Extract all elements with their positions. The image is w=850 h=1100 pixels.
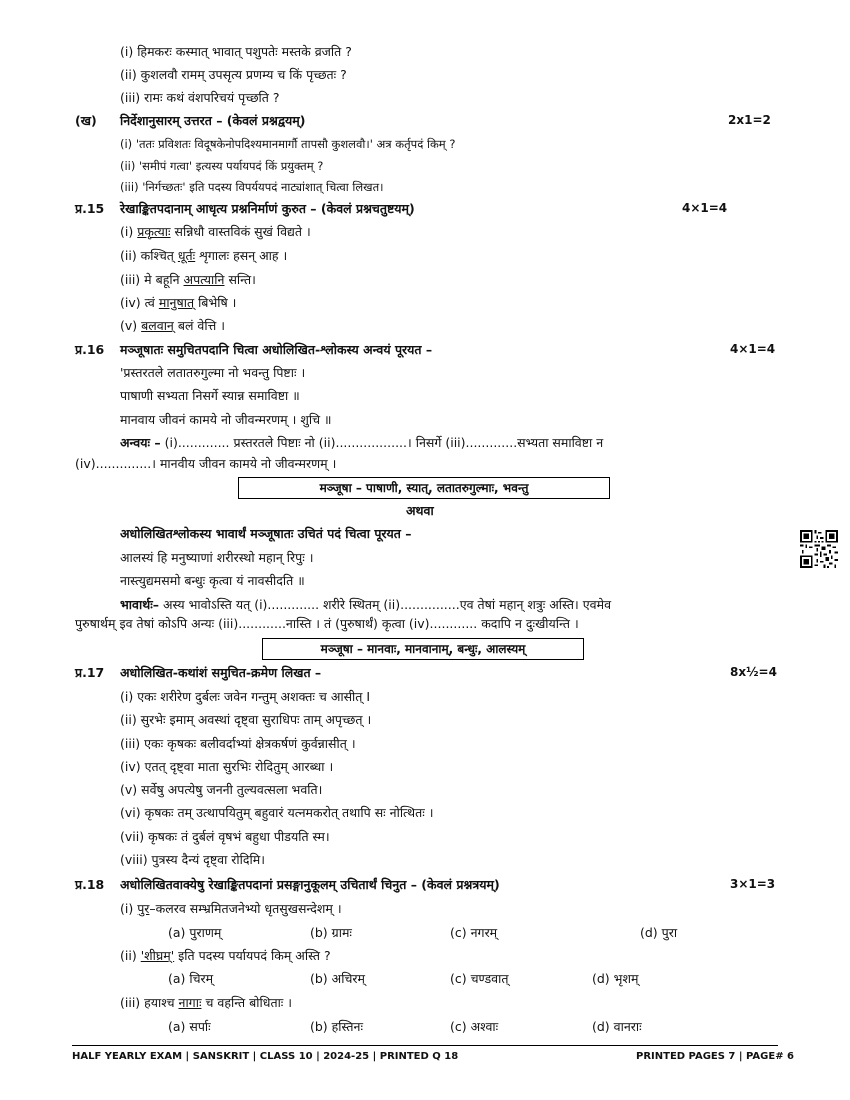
q18-item-1-option-d: (d) पुरा [640, 925, 678, 940]
q18-heading: अधोलिखितवाक्येषु रेखाङ्कितपदानां प्रसङ्गानुकूलम् उचितार्थं चिनुत – (केवलं प्रश्नत्रयम्) [120, 877, 500, 892]
q18-item-1-option-a: (a) पुराणम् [168, 925, 222, 940]
q18-item-2-option-a: (a) चिरम् [168, 971, 214, 986]
q18-item-2-option-c: (c) चण्डवात् [450, 971, 509, 986]
q18-item-3: (iii) हयाश्च नागाः च वहन्ति बोधिताः । [120, 995, 293, 1010]
section-kha-marks: 2x1=2 [728, 113, 771, 127]
section-label-kha: (ख) [75, 113, 97, 128]
q15-number: प्र.15 [75, 201, 105, 216]
q18-item-1-option-c: (c) नगरम् [450, 925, 498, 940]
manjusha-box-2: मञ्जूषा – मानवाः, मानवानाम्, बन्धुः, आलस्यम् [262, 638, 584, 660]
q17-item-7: (vii) कृषकः तं दुर्बलं वृषभं बहुधा पीडयति स्म। [120, 829, 330, 844]
q14-item-3: (iii) रामः कथं वंशपरिचयं पृच्छति ? [120, 90, 280, 105]
q17-item-5: (v) सर्वेषु अपत्येषु जननी तुल्यवत्सला भवति। [120, 782, 323, 797]
q14b-item-3: (iii) 'निर्गच्छतः' इति पदस्य विपर्ययपदं नाट्यांशात् चित्वा लिखत। [120, 180, 384, 194]
q16-alt-verse-line-1: आलस्यं हि मनुष्याणां शरीरस्थो महान् रिपुः । [120, 550, 314, 565]
q18-item-3-option-c: (c) अश्वाः [450, 1019, 499, 1034]
q16-anvaya-line-2: (iv)..............। मानवीय जीवन कामये नो जीवन्मरणम् । [75, 456, 337, 471]
q18-marks: 3×1=3 [730, 877, 776, 891]
q17-item-1: (i) एकः शरीरेण दुर्बलः जवेन गन्तुम् अशक्तः च आसीत् I [120, 689, 371, 704]
q15-item-1: (i) प्रकृत्याः सन्निधौ वास्तविकं सुखं विद्यते । [120, 224, 311, 239]
q18-item-2-option-d: (d) भृशम् [592, 971, 639, 986]
q17-heading: अधोलिखित-कथांशं समुचित-क्रमेण लिखत – [120, 665, 322, 680]
q16-heading: मञ्जूषातः समुचितपदानि चित्वा अधोलिखित-श्लोकस्य अन्वयं पूरयत – [120, 342, 433, 357]
q14b-item-1: (i) 'ततः प्रविशतः विदूषकेनोपदिश्यमानमार्गौ तापसौ कुशलवौ।' अत्र कर्तृपदं किम् ? [120, 137, 456, 151]
q18-item-3-option-b: (b) हस्तिनः [310, 1019, 363, 1034]
footer-exam-info: HALF YEARLY EXAM | SANSKRIT | CLASS 10 | 2024-25 | PRINTED Q 18 [72, 1051, 459, 1062]
q16-marks: 4×1=4 [730, 342, 776, 356]
q17-number: प्र.17 [75, 665, 105, 680]
q16-verse-line-1: 'प्रस्तरतले लतातरुगुल्मा नो भवन्तु पिष्टाः । [120, 365, 306, 380]
q18-number: प्र.18 [75, 877, 105, 892]
q15-item-5: (v) बलवान् बलं वेत्ति । [120, 318, 225, 333]
q14-item-2: (ii) कुशलवौ रामम् उपसृत्य प्रणम्य च किं पृच्छतः ? [120, 67, 347, 82]
q16-number: प्र.16 [75, 342, 105, 357]
q16-alt-verse-line-2: नास्त्युद्यमसमो बन्धुः कृत्वा यं नावसीदति ॥ [120, 573, 305, 588]
q15-item-3: (iii) मे बहूनि अपत्यानि सन्ति। [120, 272, 256, 287]
q18-item-3-option-a: (a) सर्पाः [168, 1019, 211, 1034]
q17-item-8: (viii) पुत्रस्य दैन्यं दृष्ट्वा रोदिमि। [120, 852, 265, 867]
q17-item-4: (iv) एतत् दृष्ट्वा माता सुरभिः रोदितुम् आरब्धा । [120, 759, 334, 774]
q15-item-4: (iv) त्वं मानुषात् बिभेषि । [120, 295, 237, 310]
q17-item-2: (ii) सुरभेः इमाम् अवस्थां दृष्ट्वा सुराधिपः ताम् अपृच्छत् । [120, 712, 372, 727]
q14b-item-2: (ii) 'समीपं गत्वा' इत्यस्य पर्यायपदं किं प्रयुक्तम् ? [120, 159, 324, 173]
q16-verse-line-3: मानवाय जीवनं कामये नो जीवन्मरणम् । शुचि ॥ [120, 412, 332, 427]
q17-marks: 8x½=4 [730, 665, 777, 679]
section-kha-heading: निर्देशानुसारम् उत्तरत – (केवलं प्रश्नद्वयम्) [120, 113, 306, 128]
manjusha-box-1: मञ्जूषा – पाषाणी, स्यात्, लतातरुगुल्माः, भवन्तु [238, 477, 610, 499]
q17-item-6: (vi) कृषकः तम् उत्थापयितुम् बहुवारं यत्नमकरोत् तथापि सः नोत्थितः । [120, 805, 434, 820]
q16-bhavartha-line-2: पुरुषार्थम् इव तेषां कोऽपि अन्यः (iii)............नास्ति । तं (पुरुषार्थं) कृत्वा (iv)............ कदापि न दुःखीयन्ति । [75, 616, 579, 631]
q18-item-2: (ii) 'शीघ्रम्' इति पदस्य पर्यायपदं किम् अस्ति ? [120, 948, 331, 963]
q18-item-3-option-d: (d) वानराः [592, 1019, 642, 1034]
q17-item-3: (iii) एकः कृषकः बलीवर्दाभ्यां क्षेत्रकर्षणं कुर्वन्नासीत् । [120, 736, 356, 751]
q16-alt-heading: अधोलिखितश्लोकस्य भावार्थं मञ्जूषातः उचितं पदं चित्वा पूरयत – [120, 526, 412, 541]
q16-bhavartha-line-1: भावार्थः– अस्य भावोऽस्ति यत् (i)............. शरीरे स्थितम् (ii)...............एव तेषां महान् शत्रुः अस्ति। एवमेव [120, 597, 612, 612]
q15-marks: 4×1=4 [682, 201, 728, 215]
q16-anvaya-line-1: अन्वयः – (i)............. प्रस्तरतले पिष्टाः नो (ii)..................। निसर्गे (iii).............सभ्यता समाविष्टा न [120, 435, 604, 450]
q15-heading: रेखाङ्कितपदानाम् आधृत्य प्रश्ननिर्माणं कुरुत – (केवलं प्रश्नचतुष्टयम्) [120, 201, 415, 216]
footer-page-info: PRINTED PAGES 7 | PAGE# 6 [636, 1051, 795, 1062]
qr-code-icon [800, 530, 838, 568]
or-separator: अथवा [406, 503, 434, 518]
q18-item-1: (i) पुर–कलरव सम्भ्रमितजनेभ्यो धृतसुखसन्देशम् । [120, 901, 342, 916]
q16-verse-line-2: पाषाणी सभ्यता निसर्गे स्यान्न समाविष्टा ॥ [120, 388, 300, 403]
q15-item-2: (ii) कश्चित् धूर्तः शृगालः हसन् आह । [120, 248, 288, 263]
q18-item-2-option-b: (b) अचिरम् [310, 971, 365, 986]
q14-item-1: (i) हिमकरः कस्मात् भावात् पशुपतेः मस्तके व्रजति ? [120, 44, 352, 59]
footer-divider [72, 1045, 778, 1046]
q18-item-1-option-b: (b) ग्रामः [310, 925, 352, 940]
